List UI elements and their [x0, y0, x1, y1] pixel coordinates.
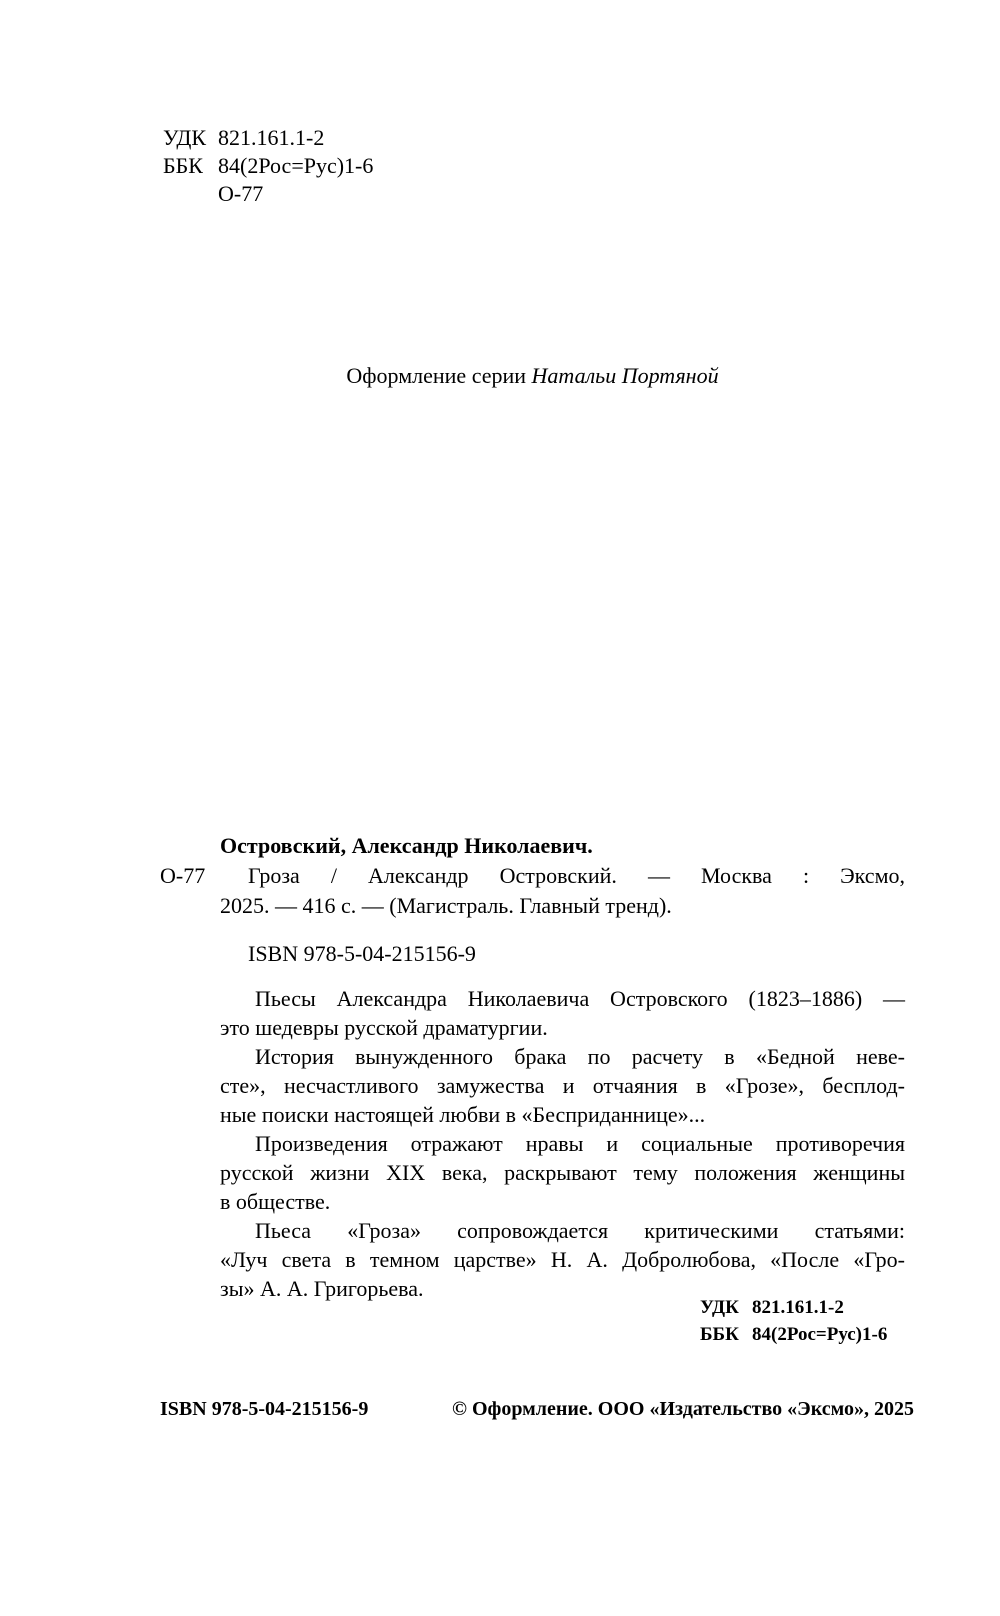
text-line: Произведения отражают нравы и социальные противоречия — [255, 1131, 905, 1156]
udc-label: УДК — [163, 125, 207, 150]
annotation-paragraph — [220, 1216, 905, 1303]
series-designer-note — [160, 362, 905, 390]
top-codes-block — [163, 124, 373, 208]
text-line: Пьеса «Гроза» сопровождается критическими статьями: — [255, 1218, 905, 1243]
text-line: Пьесы Александра Николаевича Островского (1823–1886) — — [255, 986, 905, 1011]
bottom-bbk-value: 84(2Рос=Рус)1-6 — [752, 1324, 888, 1345]
author-sign: О-77 — [218, 181, 264, 206]
bibliographic-entry — [160, 831, 905, 969]
text-line: сте», несчастливого замужества и отчаяния в «Грозе», бесплод- — [220, 1073, 905, 1098]
annotation-block — [220, 984, 905, 1303]
annotation-paragraph — [220, 1042, 905, 1129]
bottom-udc-line — [700, 1294, 887, 1321]
bib-isbn: ISBN 978-5-04-215156-9 — [248, 941, 476, 966]
text-line: зы» А. А. Григорьева. — [220, 1276, 424, 1301]
footer-isbn: ISBN 978-5-04-215156-9 — [160, 1398, 369, 1420]
series-designer-name: Натальи Портяной — [531, 363, 719, 388]
footer-copyright: © Оформление. ООО «Издательство «Эксмо», 2025 — [452, 1398, 914, 1420]
bottom-udc-label: УДК — [700, 1297, 739, 1318]
text-line: в обществе. — [220, 1189, 331, 1214]
bottom-bbk-line — [700, 1321, 887, 1348]
author-sign-line — [163, 180, 373, 208]
series-note-prefix: Оформление серии — [346, 363, 532, 388]
udc-value: 821.161.1-2 — [218, 125, 325, 150]
bib-author-sign: О-77 — [160, 863, 206, 888]
text-line: Гроза / Александр Островский. — Москва : Эксмо, — [248, 863, 905, 888]
bottom-codes-block — [700, 1294, 887, 1348]
udc-line — [163, 124, 373, 152]
footer-line — [160, 1396, 914, 1422]
text-line: «Луч света в темном царстве» Н. А. Добролюбова, «После «Гро- — [220, 1247, 905, 1272]
author-sign-spacer — [163, 180, 218, 208]
annotation-paragraph — [220, 984, 905, 1042]
bib-record — [220, 861, 905, 921]
bottom-bbk-label: ББК — [700, 1324, 739, 1345]
bbk-label: ББК — [163, 153, 203, 178]
text-line: русской жизни XIX века, раскрывают тему положения женщины — [220, 1160, 905, 1185]
bib-author-header: Островский, Александр Николаевич. — [220, 833, 593, 858]
text-line: 2025. — 416 с. — (Магистраль. Главный тренд). — [220, 893, 672, 918]
bbk-line — [163, 152, 373, 180]
text-line: это шедевры русской драматургии. — [220, 1015, 548, 1040]
bbk-value: 84(2Рос=Рус)1-6 — [218, 153, 374, 178]
text-line: ные поиски настоящей любви в «Бесприданнице»... — [220, 1102, 706, 1127]
bottom-udc-value: 821.161.1-2 — [752, 1297, 844, 1318]
annotation-paragraph — [220, 1129, 905, 1216]
text-line: История вынужденного брака по расчету в «Бедной неве- — [255, 1044, 905, 1069]
